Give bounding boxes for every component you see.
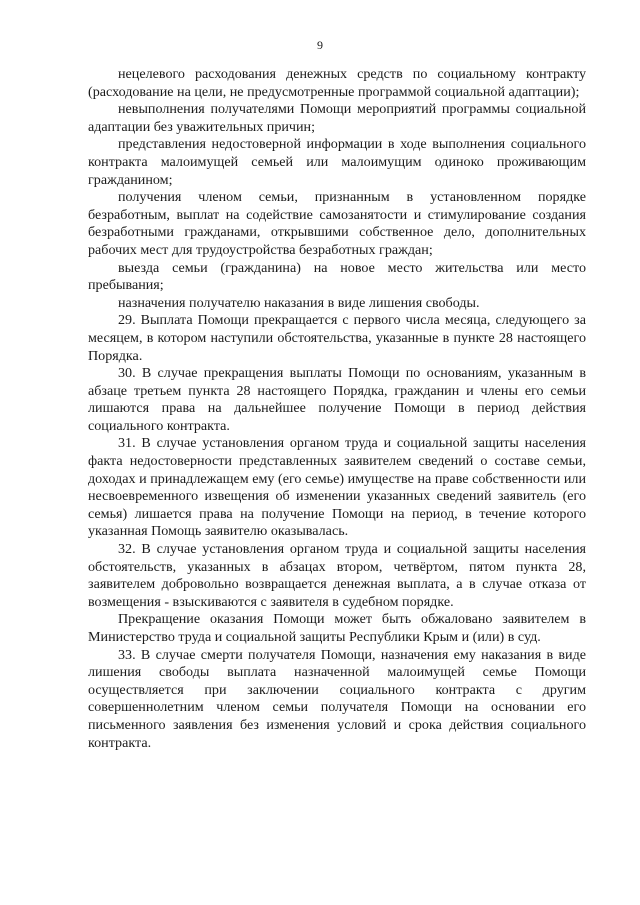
paragraph-clause-false-info: представления недостоверной информации в ходе выполнения социального контракта малоимущей семьей или малоимущим одиноко проживающим гражданином; — [88, 136, 586, 188]
paragraph-item-32: 32. В случае установления органом труда и социальной защиты населения обстоятельств, указанных в абзацах втором, четвёртом, пятом пункта 28, заявителем добровольно возвращается денежная выплата, а в случае отказа от возмещения - взыскиваются с заявителя в судебном порядке. — [88, 541, 586, 610]
page-number: 9 — [317, 38, 323, 52]
paragraph-appeal: Прекращение оказания Помощи может быть обжаловано заявителем в Министерство труда и социальной защиты Республики Крым и (или) в суд. — [88, 611, 586, 645]
paragraph-item-33: 33. В случае смерти получателя Помощи, назначения ему наказания в виде лишения свободы выплата назначенной малоимущей семье Помощи осуществляется при заключении социального контракта с другим совершеннолетним членом семьи получателя Помощи на основании его письменного заявления без изменения условий и срока действия социального контракта. — [88, 646, 586, 751]
paragraph-item-30: 30. В случае прекращения выплаты Помощи по основаниям, указанным в абзаце третьем пункта 28 настоящего Порядка, гражданин и члены его семьи лишаются права на дальнейшее получение Помощи в период действия социального контракта. — [88, 365, 586, 434]
paragraph-item-31: 31. В случае установления органом труда и социальной защиты населения факта недостоверности представленных заявителем сведений о составе семьи, доходах и принадлежащем ему (его семье) имуществе на праве собственности или несвоевременного извещения об изменении указанных сведений заявитель (его семья) лишается права на получение Помощи на период, в течение которого указанная Помощь заявителю оказывалась. — [88, 435, 586, 540]
paragraph-clause-misuse: нецелевого расходования денежных средств по социальному контракту (расходование на цели, не предусмотренные программой социальной адаптации); — [88, 66, 586, 100]
paragraph-clause-imprisonment: назначения получателю наказания в виде лишения свободы. — [118, 294, 480, 311]
document-body — [88, 66, 586, 752]
paragraph-clause-nonfulfillment: невыполнения получателями Помощи мероприятий программы социальной адаптации без уважительных причин; — [88, 101, 586, 135]
paragraph-clause-self-employment: получения членом семьи, признанным в установленном порядке безработным, выплат на содействие самозанятости и стимулирование создания безработными гражданами, открывшими собственное дело, дополнительных рабочих мест для трудоустройства безработных граждан; — [88, 189, 586, 258]
paragraph-item-29: 29. Выплата Помощи прекращается с первого числа месяца, следующего за месяцем, в котором наступили обстоятельства, указанные в пункте 28 настоящего Порядка. — [88, 312, 586, 364]
paragraph-clause-relocation: выезда семьи (гражданина) на новое место жительства или место пребывания; — [88, 259, 586, 294]
